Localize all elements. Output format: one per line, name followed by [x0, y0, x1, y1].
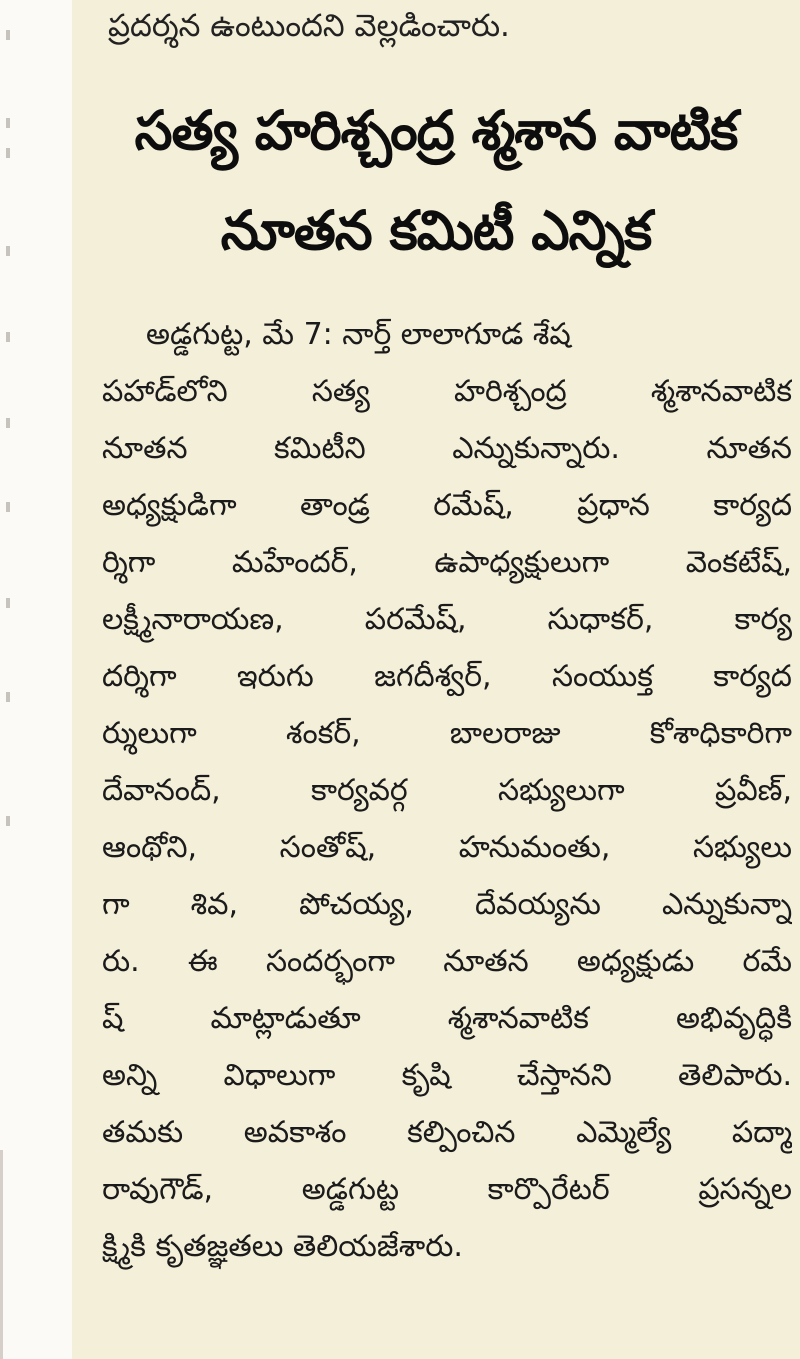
- body-line: లక్ష్మీనారాయణ, పరమేష్, సుధాకర్, కార్య: [102, 602, 792, 637]
- body-line: రు. ఈ సందర్భంగా నూతన అధ్యక్షుడు రమే: [102, 944, 792, 979]
- body-line: అన్ని విధాలుగా కృషి చేస్తానని తెలిపారు.: [102, 1058, 792, 1093]
- body-line: గా శివ, పోచయ్య, దేవయ్యను ఎన్నుకున్నా: [102, 887, 792, 922]
- margin-mark: [6, 816, 10, 826]
- previous-article-last-line: ప్రదర్శన ఉంటుందని వెల్లడించారు.: [108, 8, 510, 44]
- margin-rule: [0, 1150, 3, 1359]
- body-line: అధ్యక్షుడిగా తాండ్ర రమేష్, ప్రధాన కార్యద: [102, 488, 792, 523]
- body-line: రావుగౌడ్, అడ్డగుట్ట కార్పొరేటర్ ప్రసన్నల: [102, 1172, 792, 1207]
- body-line: అడ్డగుట్ట, మే 7: నార్త్ లాలాగూడ శేష: [146, 317, 571, 352]
- body-line: దేవానంద్, కార్యవర్గ సభ్యులుగా ప్రవీణ్,: [102, 773, 792, 808]
- margin-mark: [6, 692, 10, 702]
- margin-mark: [6, 332, 10, 342]
- adjacent-column-margin: [0, 0, 73, 1359]
- body-line: నూతన కమిటీని ఎన్నుకున్నారు. నూతన: [102, 431, 792, 466]
- margin-mark: [6, 30, 10, 40]
- body-line: తమకు అవకాశం కల్పించిన ఎమ్మెల్యే పద్మా: [102, 1115, 792, 1150]
- margin-mark: [6, 246, 10, 256]
- body-line: దర్శిగా ఇరుగు జగదీశ్వర్, సంయుక్త కార్యద: [102, 659, 792, 694]
- margin-mark: [6, 418, 10, 428]
- article-body: [102, 306, 792, 1275]
- news-article: [72, 0, 800, 1359]
- body-line: పహాడ్‌లోని సత్య హరిశ్చంద్ర శ్మశానవాటిక: [102, 374, 792, 409]
- headline-line-1: సత్య హరిశ్చంద్ర శ్మశాన వాటిక: [134, 99, 738, 162]
- body-line: ర్శిగా మహేందర్, ఉపాధ్యక్షులుగా వెంకటేష్,: [102, 545, 792, 580]
- body-line: ఆంథోని, సంతోష్, హనుమంతు, సభ్యులు: [102, 830, 792, 865]
- margin-mark: [6, 148, 10, 158]
- margin-mark: [6, 598, 10, 608]
- body-line: క్ష్మికి కృతజ్ఞతలు తెలియజేశారు.: [102, 1229, 463, 1264]
- body-line: ష్ మాట్లాడుతూ శ్మశానవాటిక అభివృద్ధికి: [102, 1001, 792, 1036]
- margin-mark: [6, 118, 10, 128]
- body-line: ర్శులుగా శంకర్, బాలరాజు కోశాధికారిగా: [102, 716, 792, 751]
- margin-mark: [6, 502, 10, 512]
- headline-line-2: నూతన కమిటీ ఎన్నిక: [220, 199, 652, 262]
